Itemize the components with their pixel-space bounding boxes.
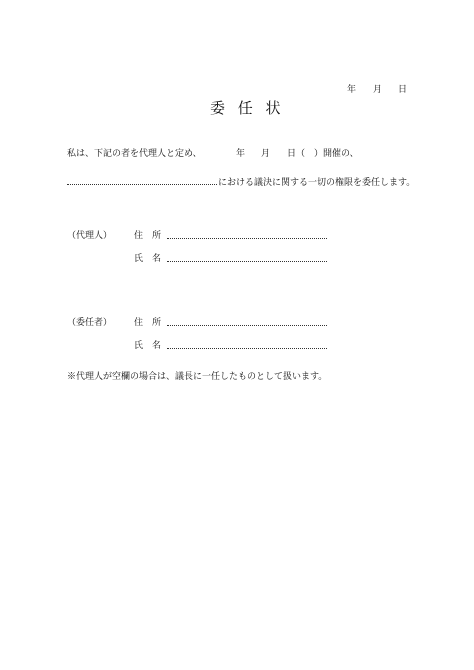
agent-name-field[interactable] — [167, 261, 327, 262]
footnote: ※代理人が空欄の場合は、議長に一任したものとして扱います。 — [67, 372, 328, 382]
delegator-name-field[interactable] — [167, 348, 327, 349]
body-line1-year: 年 — [236, 149, 246, 159]
body-line1-month: 月 — [261, 149, 271, 159]
body-line2-suffix: における議決に関する一切の権限を委任します。 — [218, 178, 416, 188]
body-line1-prefix: 私は、下記の者を代理人と定め、 — [67, 149, 202, 159]
delegator-address-field[interactable] — [167, 325, 327, 326]
agent-address-field[interactable] — [167, 238, 327, 239]
meeting-name-blank[interactable] — [67, 184, 217, 185]
agent-name-label: 氏 名 — [134, 254, 162, 264]
date-month-label: 月 — [373, 85, 383, 95]
date-day-label: 日 — [398, 85, 408, 95]
date-year-label: 年 — [347, 85, 357, 95]
delegator-section-label: （委任者） — [67, 318, 113, 328]
agent-section-label: （代理人） — [67, 231, 113, 241]
delegator-name-label: 氏 名 — [134, 341, 162, 351]
body-line1-day-paren: 日（ ）開催の、 — [287, 149, 359, 159]
document-title: 委 任 状 — [210, 99, 285, 117]
delegator-address-label: 住 所 — [134, 318, 162, 328]
agent-address-label: 住 所 — [134, 231, 162, 241]
